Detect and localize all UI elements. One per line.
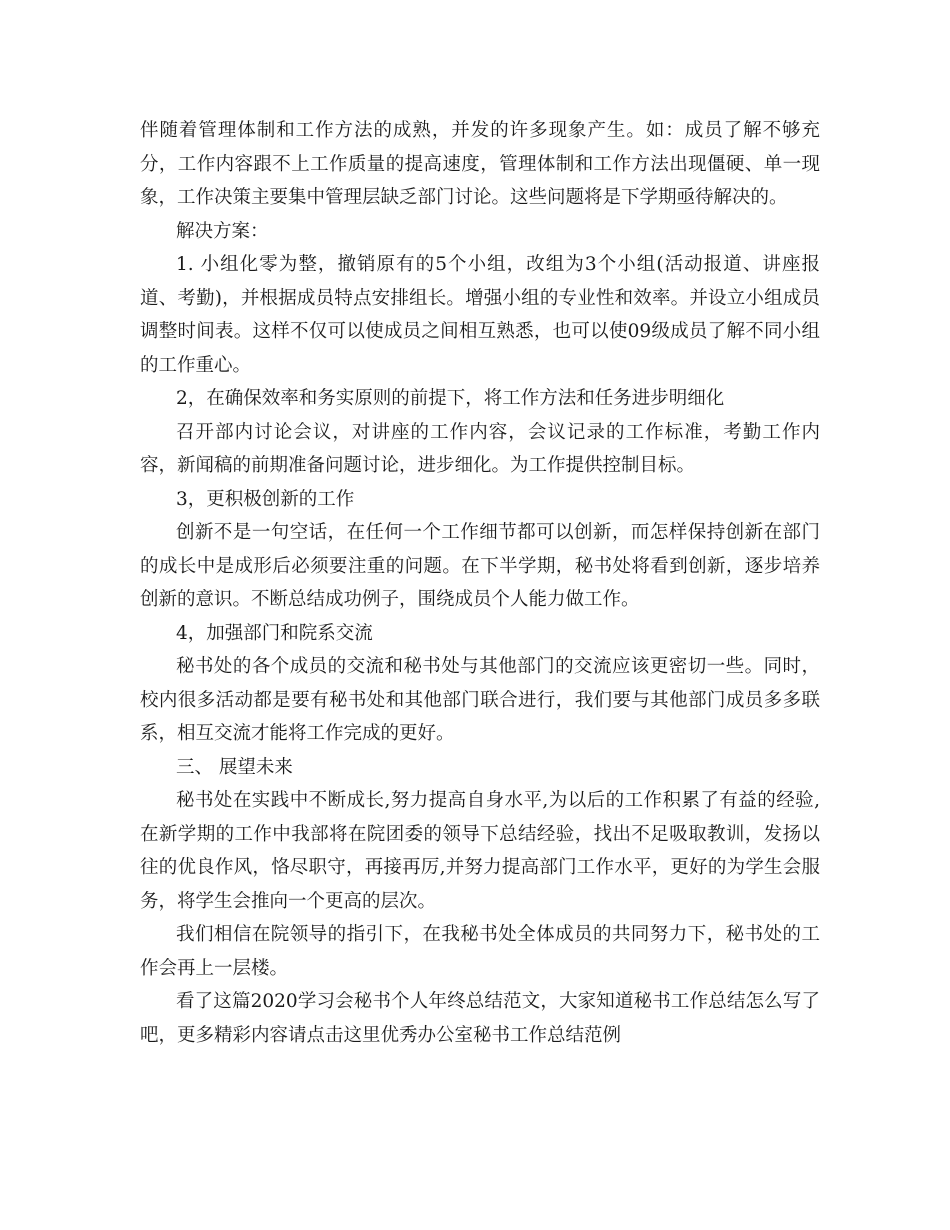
- heading-solution-3: 3，更积极创新的工作: [176, 488, 355, 510]
- heading-solution-4: 4，加强部门和院系交流: [176, 622, 373, 644]
- heading-outlook: 三、 展望未来: [176, 756, 293, 778]
- paragraph-outlook: 秘书处在实践中不断成长,努力提高自身水平,为以后的工作积累了有益的经验,在新学期的工作中我部将在院团委的领导下总结经验，找出不足吸取教训，发扬以往的优良作风，恪尽职守，再接再厉,并努力提高部门工作水平，更好的为学生会服务，将学生会推向一个更高的层次。: [140, 790, 820, 912]
- paragraph-solution-2: 召开部内讨论会议，对讲座的工作内容，会议记录的工作标准，考勤工作内容，新闻稿的前期准备问题讨论，进步细化。为工作提供控制目标。: [140, 421, 820, 476]
- paragraph-solution-4: 秘书处的各个成员的交流和秘书处与其他部门的交流应该更密切一些。同时，校内很多活动都是要有秘书处和其他部门联合进行，我们要与其他部门成员多多联系，相互交流才能将工作完成的更好。: [140, 656, 820, 744]
- heading-solutions: 解决方案：: [176, 220, 269, 242]
- paragraph-solution-1: 1. 小组化零为整，撤销原有的5个小组，改组为3个小组(活动报道、讲座报道、考勤)，并根据成员特点安排组长。增强小组的专业性和效率。并设立小组成员调整时间表。这样不仅可以使成员之间相互熟悉，也可以使09级成员了解不同小组的工作重心。: [140, 254, 820, 376]
- heading-solution-2: 2，在确保效率和务实原则的前提下，将工作方法和任务进步明细化: [176, 388, 725, 409]
- paragraph-intro-problems: 伴随着管理体制和工作方法的成熟，并发的许多现象产生。如：成员了解不够充分，工作内容跟不上工作质量的提高速度，管理体制和工作方法出现僵硬、单一现象，工作决策主要集中管理层缺乏部门讨论。这些问题将是下学期亟待解决的。: [140, 120, 820, 208]
- paragraph-closing: 我们相信在院领导的指引下，在我秘书处全体成员的共同努力下，秘书处的工作会再上一层楼。: [140, 924, 820, 979]
- paragraph-solution-3: 创新不是一句空话，在任何一个工作细节都可以创新，而怎样保持创新在部门的成长中是成形后必须要注重的问题。在下半学期，秘书处将看到创新，逐步培养创新的意识。不断总结成功例子，围绕成员个人能力做工作。: [140, 522, 820, 610]
- paragraph-footer-note: 看了这篇2020学习会秘书个人年终总结范文，大家知道秘书工作总结怎么写了吧，更多精彩内容请点击这里优秀办公室秘书工作总结范例: [140, 991, 820, 1046]
- document-body: [140, 114, 820, 1052]
